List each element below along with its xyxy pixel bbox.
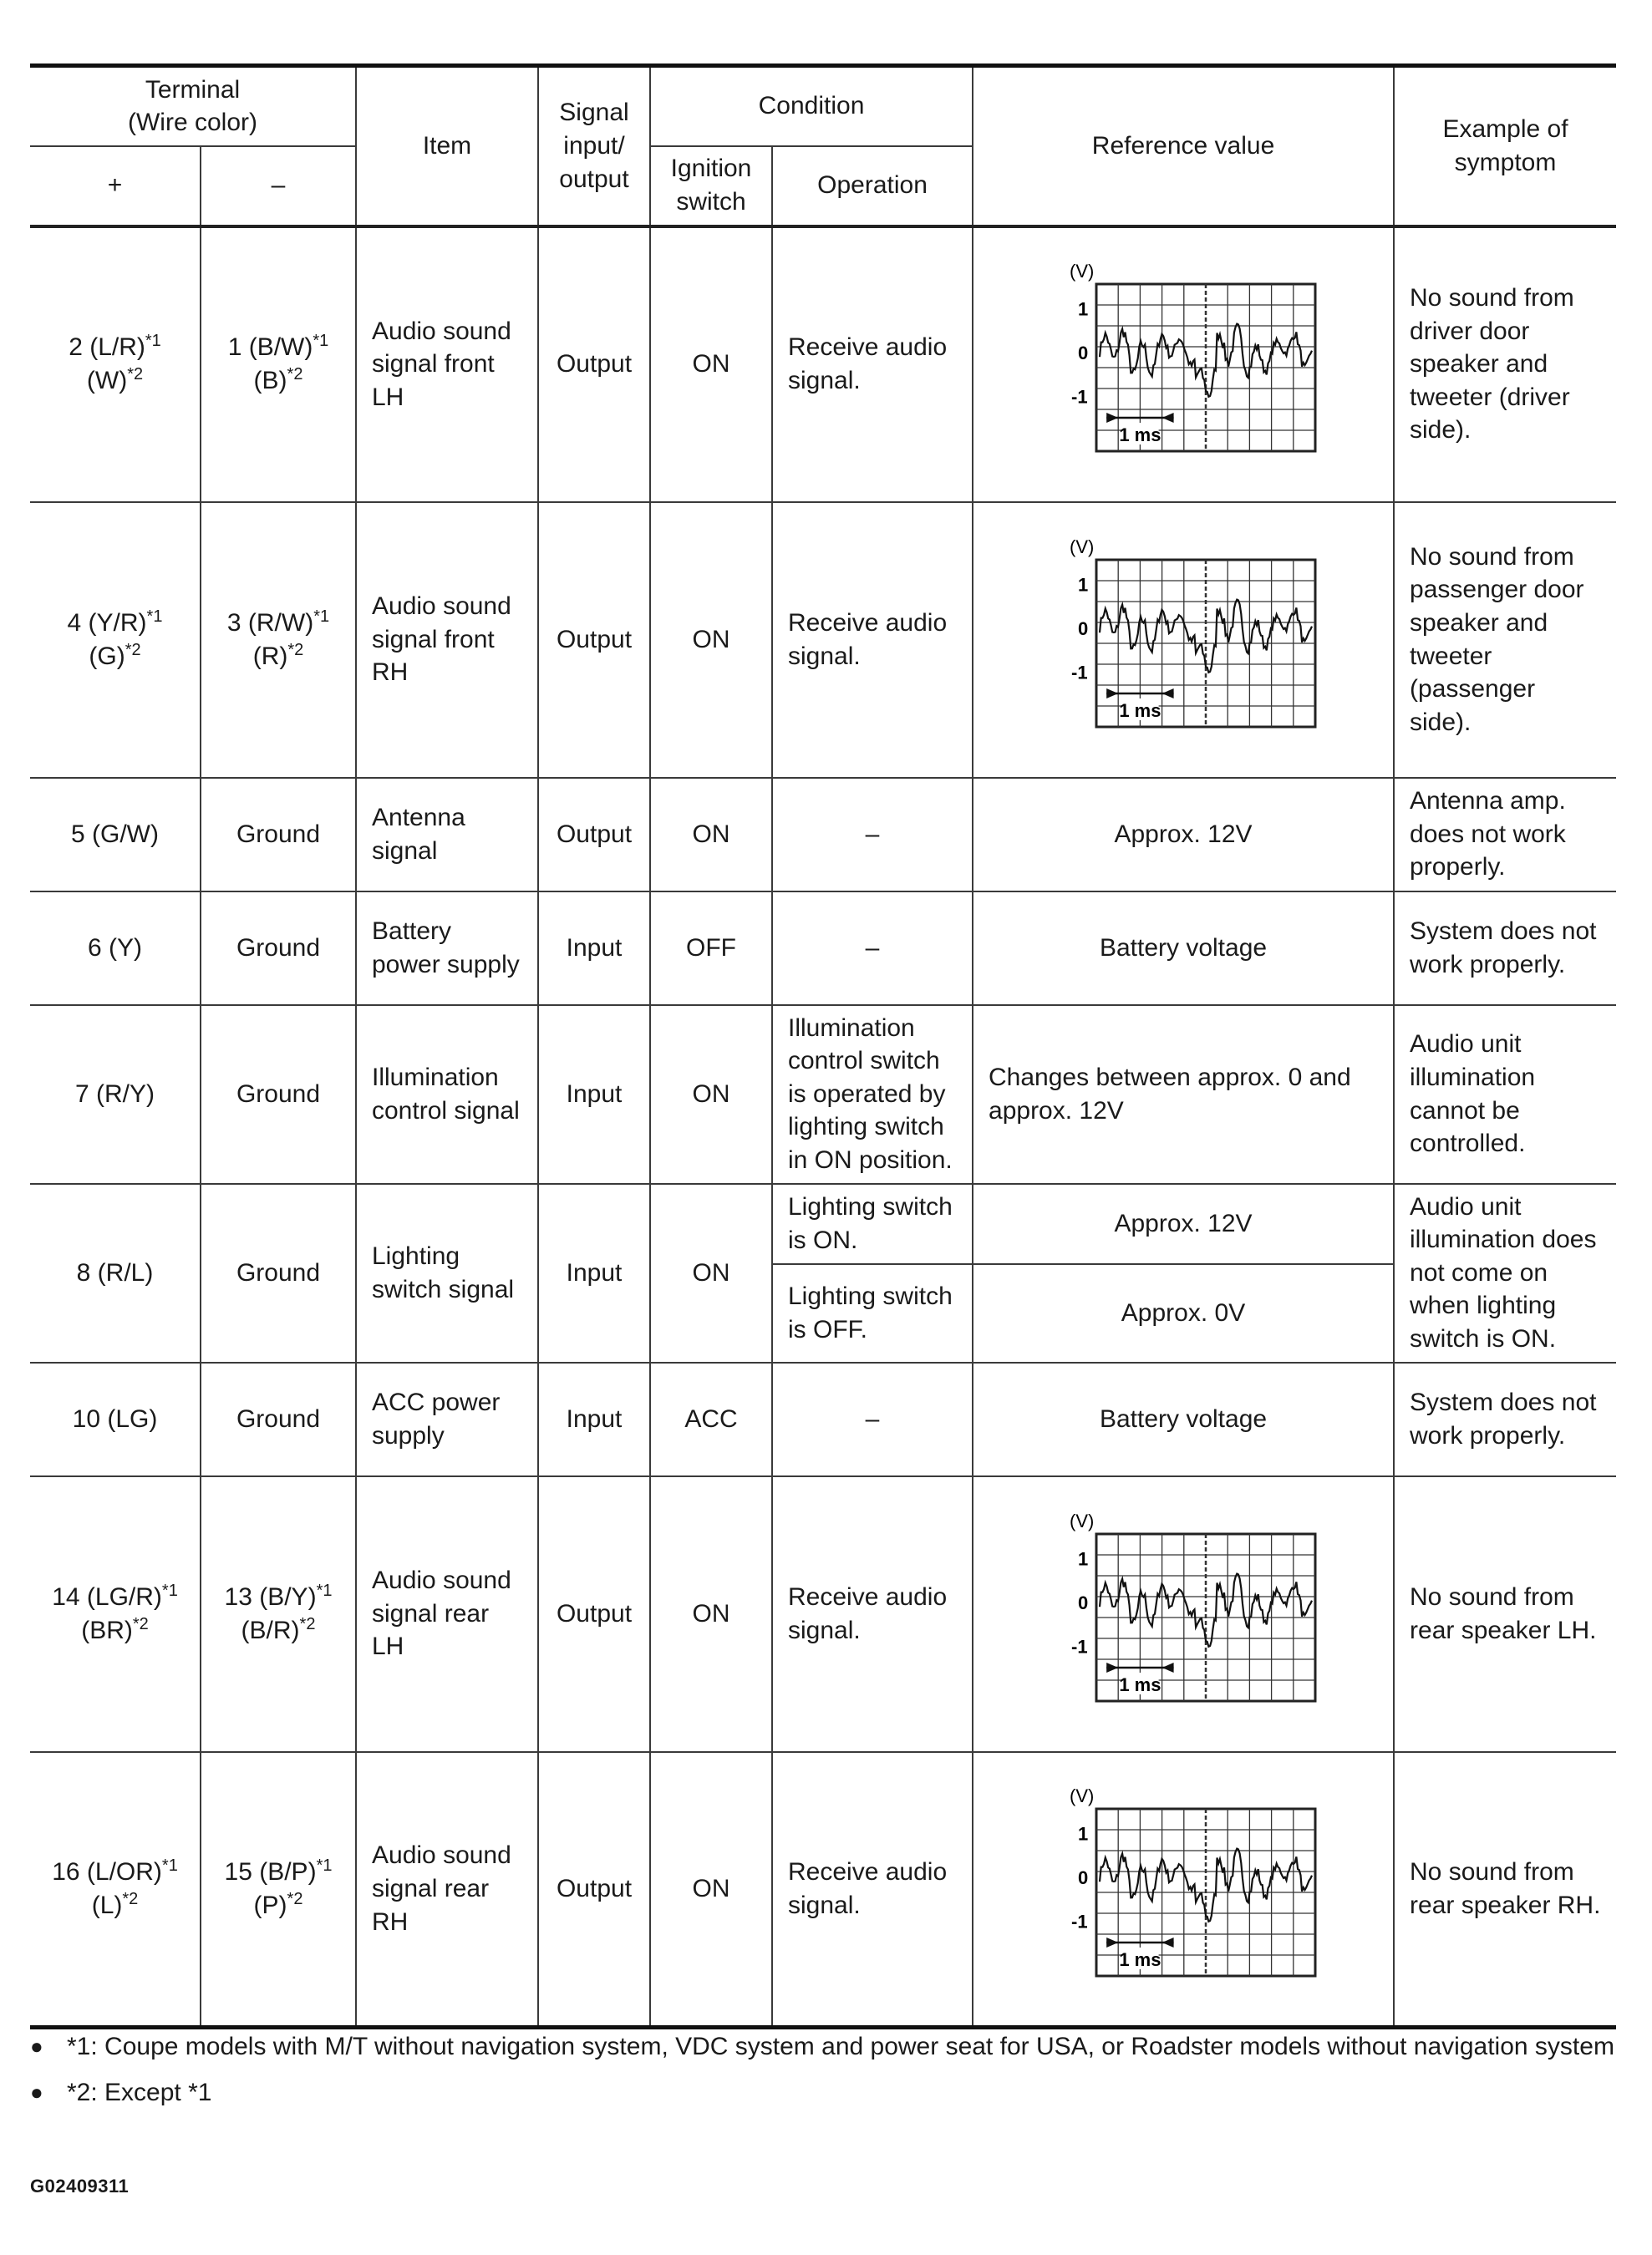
operation-cell: Lighting switch is ON. (772, 1184, 973, 1264)
waveform-tick-label: 0 (1078, 343, 1089, 363)
signal-io-cell: Output (538, 226, 650, 502)
terminal-plus-cell: 7 (R/Y) (30, 1005, 201, 1184)
waveform-tick-label: 1 (1078, 1548, 1089, 1569)
ignition-cell: ON (650, 1005, 772, 1184)
terminal-minus-cell: 1 $(B/W)^{*1}$ $(B)^{*2}$ (201, 226, 356, 502)
time-marker-arrow (1106, 688, 1118, 698)
terminal-plus-cell: 14 $(LG/R)^{*1}$ (BR)$^{*2}$ (30, 1476, 201, 1752)
table-row (30, 1005, 1616, 1184)
waveform-unit-label: (V) (1070, 264, 1095, 282)
ignition-cell: ACC (650, 1363, 772, 1476)
header-condition: Condition (650, 66, 973, 146)
reference-value-cell: Approx. 12V (973, 1184, 1394, 1264)
time-division-label: 1 ms (1119, 424, 1161, 445)
operation-cell: Receive audio signal. (772, 1752, 973, 2028)
waveform-tick-label: 0 (1078, 1592, 1089, 1613)
operation-cell: Receive audio signal. (772, 226, 973, 502)
table-row (30, 502, 1616, 778)
operation-cell: Receive audio signal. (772, 502, 973, 778)
ignition-cell: ON (650, 778, 772, 891)
table-row (30, 891, 1616, 1005)
terminal-minus-cell: Ground (201, 1005, 356, 1184)
time-marker-arrow (1162, 1663, 1174, 1673)
header-signal-io: Signal input/ output (538, 66, 650, 226)
header-minus: – (201, 146, 356, 226)
item-cell: Audio sound signal front LH (356, 226, 538, 502)
terminal-minus-cell: 3 $(R/W)^{*1}$ $(R)^{*2}$ (201, 502, 356, 778)
waveform-tick-label: -1 (1071, 662, 1088, 683)
header-example-symptom: Example of symptom (1394, 66, 1616, 226)
signal-io-cell: Input (538, 1363, 650, 1476)
header-item: Item (356, 66, 538, 226)
reference-value-cell: Battery voltage (973, 891, 1394, 1005)
waveform-graph (1041, 264, 1325, 465)
waveform-tick-label: 1 (1078, 1823, 1089, 1845)
signal-io-cell: Input (538, 891, 650, 1005)
terminal-reference-table (30, 63, 1616, 2029)
bullet-icon: ● (30, 2079, 43, 2105)
time-marker-arrow (1162, 1938, 1174, 1948)
time-marker-arrow (1106, 1938, 1118, 1948)
table-row (30, 1363, 1616, 1476)
table-row (30, 1752, 1616, 2028)
waveform-unit-label: (V) (1070, 1788, 1095, 1806)
reference-waveform-cell (973, 502, 1394, 778)
terminal-minus-cell: Ground (201, 891, 356, 1005)
waveform-graph (1041, 1514, 1325, 1714)
item-cell: Audio sound signal rear RH (356, 1752, 538, 2028)
symptom-cell: No sound from rear speaker RH. (1394, 1752, 1616, 2028)
item-cell: Illumination control signal (356, 1005, 538, 1184)
waveform-unit-label: (V) (1070, 1513, 1095, 1531)
symptom-cell: No sound from passenger door speaker and tweeter (passenger side). (1394, 502, 1616, 778)
ignition-cell: ON (650, 502, 772, 778)
signal-io-cell: Input (538, 1184, 650, 1363)
symptom-cell: System does not work properly. (1394, 891, 1616, 1005)
time-marker-arrow (1162, 688, 1174, 698)
terminal-plus-cell: 8 (R/L) (30, 1184, 201, 1363)
operation-cell: Illumination control switch is operated by lighting switch in ON position. (772, 1005, 973, 1184)
item-cell: ACC power supply (356, 1363, 538, 1476)
reference-value-cell: Changes between approx. 0 and approx. 12V (973, 1005, 1394, 1184)
reference-waveform-cell (973, 1476, 1394, 1752)
header-operation: Operation (772, 146, 973, 226)
bullet-icon: ● (30, 2034, 43, 2059)
operation-cell: – (772, 1363, 973, 1476)
waveform-tick-label: 0 (1078, 1866, 1089, 1888)
signal-io-cell: Input (538, 1005, 650, 1184)
table-row (30, 226, 1616, 502)
symptom-cell: Audio unit illumination does not come on when lighting switch is ON. (1394, 1184, 1616, 1363)
terminal-plus-cell: 16 $(L/OR)^{*1}$ $(L)^{*2}$ (30, 1752, 201, 2028)
footnote: ● *2: Except *1 (30, 2076, 1616, 2110)
reference-value-cell: Approx. 0V (973, 1264, 1394, 1363)
item-cell: Lighting switch signal (356, 1184, 538, 1363)
terminal-minus-cell: 13 $(B/Y)^{*1}$ $(B/R)^{*2}$ (201, 1476, 356, 1752)
waveform-tick-label: 1 (1078, 298, 1089, 320)
item-cell: Battery power supply (356, 891, 538, 1005)
waveform-tick-label: 0 (1078, 617, 1089, 639)
item-cell: Audio sound signal front RH (356, 502, 538, 778)
table-row (30, 1476, 1616, 1752)
ignition-cell: ON (650, 1476, 772, 1752)
waveform-unit-label: (V) (1070, 539, 1095, 557)
operation-cell: Receive audio signal. (772, 1476, 973, 1752)
header-reference-value: Reference value (973, 66, 1394, 226)
operation-cell: – (772, 891, 973, 1005)
terminal-minus-cell: 15 $(B/P)^{*1}$ $(P)^{*2}$ (201, 1752, 356, 2028)
symptom-cell: Antenna amp. does not work properly. (1394, 778, 1616, 891)
reference-value-cell: Approx. 12V (973, 778, 1394, 891)
table-row (30, 778, 1616, 891)
ignition-cell: ON (650, 226, 772, 502)
symptom-cell: No sound from rear speaker LH. (1394, 1476, 1616, 1752)
symptom-cell: System does not work properly. (1394, 1363, 1616, 1476)
symptom-cell: Audio unit illumination cannot be controlled. (1394, 1005, 1616, 1184)
time-division-label: 1 ms (1119, 1673, 1161, 1695)
signal-io-cell: Output (538, 778, 650, 891)
footnote: ● *1: Coupe models with M/T without navigation system, VDC system and power seat for USA, or Roadster models without navigation system (30, 2030, 1616, 2065)
figure-id: G02409311 (30, 2176, 130, 2197)
header-plus: + (30, 146, 201, 226)
waveform-graph (1041, 1789, 1325, 1989)
signal-io-cell: Output (538, 502, 650, 778)
waveform-graph (1041, 540, 1325, 740)
ignition-cell: OFF (650, 891, 772, 1005)
time-division-label: 1 ms (1119, 699, 1161, 721)
time-marker-arrow (1162, 413, 1174, 423)
header-ignition-switch: Ignition switch (650, 146, 772, 226)
time-marker-arrow (1106, 1663, 1118, 1673)
signal-io-cell: Output (538, 1752, 650, 2028)
terminal-minus-cell: Ground (201, 778, 356, 891)
reference-waveform-cell (973, 1752, 1394, 2028)
terminal-plus-cell: 5 (G/W) (30, 778, 201, 891)
terminal-plus-cell: 6 (Y) (30, 891, 201, 1005)
time-marker-arrow (1106, 413, 1118, 423)
terminal-minus-cell: Ground (201, 1184, 356, 1363)
reference-waveform-cell (973, 226, 1394, 502)
terminal-plus-cell: 10 (LG) (30, 1363, 201, 1476)
signal-io-cell: Output (538, 1476, 650, 1752)
item-cell: Antenna signal (356, 778, 538, 891)
waveform-tick-label: 1 (1078, 574, 1089, 595)
table-row (30, 1184, 1616, 1264)
item-cell: Audio sound signal rear LH (356, 1476, 538, 1752)
waveform-tick-label: -1 (1071, 386, 1088, 408)
terminal-plus-cell: 2 $(L/R)^{*1}$ $(W)^{*2}$ (30, 226, 201, 502)
symptom-cell: No sound from driver door speaker and tweeter (driver side). (1394, 226, 1616, 502)
operation-cell: – (772, 778, 973, 891)
waveform-tick-label: -1 (1071, 1911, 1088, 1932)
terminal-reference-table-section (30, 63, 1616, 2029)
terminal-plus-cell: 4 $(Y/R)^{*1}$ $(G)^{*2}$ (30, 502, 201, 778)
operation-cell: Lighting switch is OFF. (772, 1264, 973, 1363)
header-terminal: Terminal (Wire color) (30, 66, 356, 146)
footnotes (30, 2030, 1616, 2121)
reference-value-cell: Battery voltage (973, 1363, 1394, 1476)
ignition-cell: ON (650, 1184, 772, 1363)
terminal-minus-cell: Ground (201, 1363, 356, 1476)
waveform-tick-label: -1 (1071, 1636, 1088, 1657)
ignition-cell: ON (650, 1752, 772, 2028)
time-division-label: 1 ms (1119, 1948, 1161, 1970)
